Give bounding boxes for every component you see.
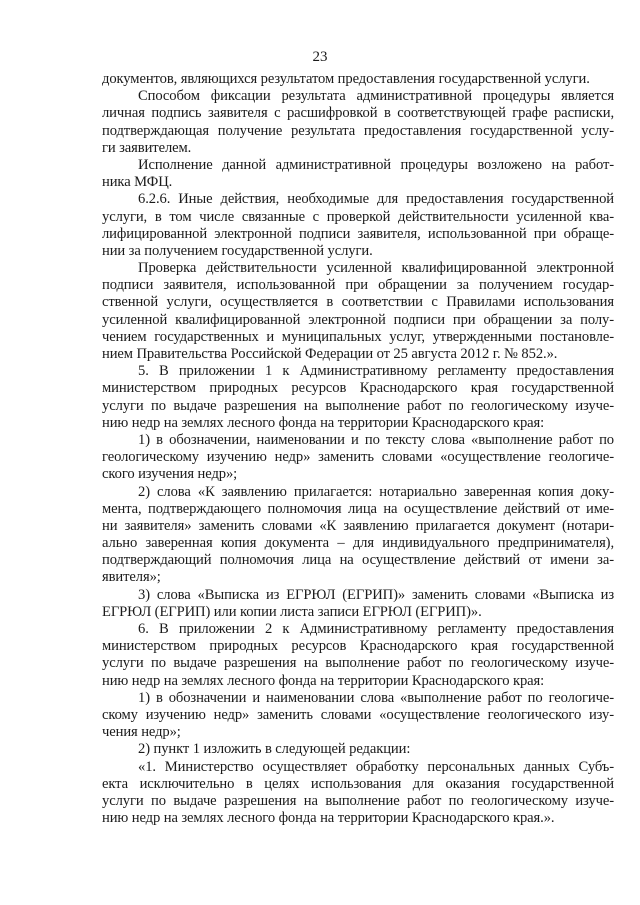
text-line: нию недр на землях лесного фонда на территории Краснодарского края.». [102,810,555,827]
text-line: ги заявителем. [102,139,192,156]
text-line: ЕГРЮЛ (ЕГРИП) или копии листа записи ЕГРЮЛ (ЕГРИП)». [102,603,482,620]
text-line: нии за получением государственной услуги. [102,242,373,259]
text-line: 5. В приложении 1 к Административному регламенту предоставления [138,363,614,380]
document-body [102,71,614,827]
text-line: Проверка действительности усиленной квалифицированной электронной [138,260,614,277]
text-line: усиленной квалифицированной электронной подписи при обращении за полу- [102,311,614,328]
text-line: явителя»; [102,569,161,586]
text-line: нию недр на землях лесного фонда на территории Краснодарского края: [102,672,545,689]
text-line: скому изучению недр» заменить словами «осуществление геологического изу- [102,706,614,723]
text-line: подтверждающий полномочия лица на осуществление действий от имени за- [102,552,614,569]
text-line: лифицированной электронной подписи заявителя, использованной при обраще- [102,225,614,242]
text-line: услуги по выдаче разрешения на выполнение работ по геологическому изуче- [102,792,614,809]
text-line: 6. В приложении 2 к Административному регламенту предоставления [138,621,614,637]
text-line: 6.2.6. Иные действия, необходимые для предоставления государственной [138,191,614,208]
text-line: ского изучения недр»; [102,466,238,483]
text-line: 3) слова «Выписка из ЕГРЮЛ (ЕГРИП)» заменить словами «Выписка из [138,586,614,603]
text-line: документов, являющихся результатом предоставления государственной услуги. [102,71,590,87]
text-line: нием Правительства Российской Федерации от 25 августа 2012 г. № 852.». [102,346,558,362]
text-line: екта исключительно в целях использования для оказания государственной [102,775,614,792]
text-line: 1) в обозначении, наименовании и по тексту слова «выполнение работ по [138,431,614,448]
text-line: подписи заявителя, использованной при обращении за получением государ- [102,277,614,294]
text-line: Исполнение данной административной процедуры возложено на работ- [138,156,614,173]
text-line: 1) в обозначении и наименовании слова «выполнение работ по геологиче- [138,689,614,706]
text-line: услуги по выдаче разрешения на выполнение работ по геологическому изуче- [102,655,614,672]
text-line: Способом фиксации результата административной процедуры является [138,88,614,105]
text-line: 2) слова «К заявлению прилагается: нотариально заверенная копия доку- [138,483,614,500]
text-line: услуги по выдаче разрешения на выполнение работ по геологическому изуче- [102,397,614,414]
text-line: «1. Министерство осуществляет обработку персональных данных Субъ- [138,758,614,775]
text-line: подтверждающая получение результата предоставления государственной услу- [102,122,614,139]
text-line: министерством природных ресурсов Краснодарского края государственной [102,380,614,397]
text-line: ника МФЦ. [102,174,173,191]
text-line: нию недр на землях лесного фонда на территории Краснодарского края: [102,414,545,431]
text-line: ни заявителя» заменить словами «К заявлению прилагается документ (нотари- [102,517,614,534]
text-line: услуги, в том числе связанные с проверкой действительности усиленной ква- [102,208,614,225]
text-line: геологическому изучению недр» заменить словами «осуществление геологиче- [102,449,614,466]
text-line: чения недр»; [102,724,181,741]
text-line: мента, подтверждающего полномочия лица на осуществление действий от име- [102,500,614,517]
text-line: министерством природных ресурсов Краснодарского края государственной [102,638,614,655]
text-line: ально заверенная копия документа – для индивидуального предпринимателя), [102,535,614,552]
text-line: чением государственных и муниципальных услуг, утвержденными постановле- [102,328,614,345]
text-line: личная подпись заявителя с расшифровкой в соответствующей графе расписки, [102,105,614,122]
text-line: ственной услуги, осуществляется в соответствии с Правилами использования [102,294,614,311]
page-number: 23 [312,49,328,65]
text-line: 2) пункт 1 изложить в следующей редакции: [138,741,411,758]
